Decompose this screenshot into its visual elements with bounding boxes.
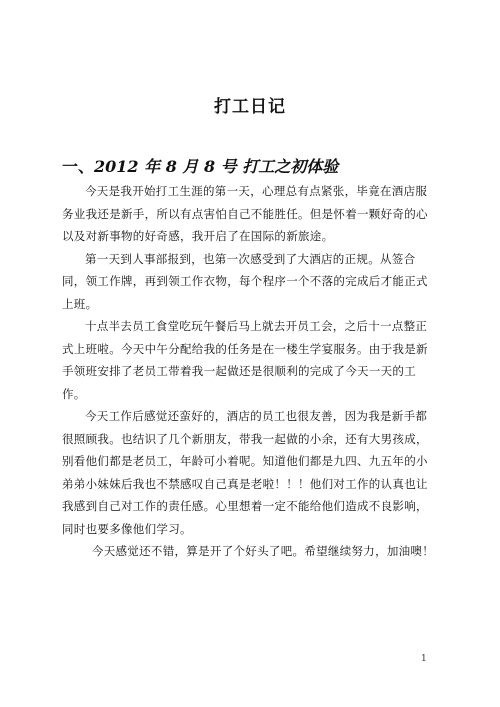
page-number: 1 <box>421 654 427 664</box>
diary-body <box>62 180 438 563</box>
paragraph-4: 今天工作后感觉还蛮好的，酒店的员工也很友善，因为我是新手都很照顾我。也结识了几个新朋友，带我一起做的小余，还有大男孩成，别看他们都是老员工，年龄可小着呢。知道他们都是九四、九五年的小弟弟小妹妹后我也不禁感叹自己真是老啦！！！他们对工作的认真也让我感到自己对工作的责任感。心里想着一定不能给他们造成不良影响，同时也要多像他们学习。 <box>62 409 428 536</box>
section-date: 2012 年 8 月 8 号 <box>94 157 237 176</box>
section-subtitle: 打工之初体验 <box>236 157 339 176</box>
section-prefix: 一、 <box>62 157 95 176</box>
paragraph-5: 今天感觉还不错，算是开了个好头了吧。希望继续努力，加油噢！ <box>91 544 435 558</box>
section-heading <box>62 154 338 177</box>
paragraph-1: 今天是我开始打工生涯的第一天，心理总有点紧张，毕竟在酒店服务业我还是新手，所以有点害怕自己不能胜任。但是怀着一颗好奇的心以及对新事物的好奇感，我开启了在国际的新旅途。 <box>62 184 428 243</box>
paragraph-2: 第一天到人事部报到，也第一次感受到了大酒店的正规。从签合同，领工作牌，再到领工作衣物，每个程序一个不落的完成后才能正式上班。 <box>62 251 428 311</box>
document-title: 打工日记 <box>214 97 286 117</box>
paragraph-3: 十点半去员工食堂吃玩午餐后马上就去开员工会，之后十一点整正式上班啦。今天中午分配给我的任务是在一楼生学宴服务。由于我是新手领班安排了老员工带着我一起做还是很顺利的完成了今天一天的工作。 <box>62 319 428 401</box>
